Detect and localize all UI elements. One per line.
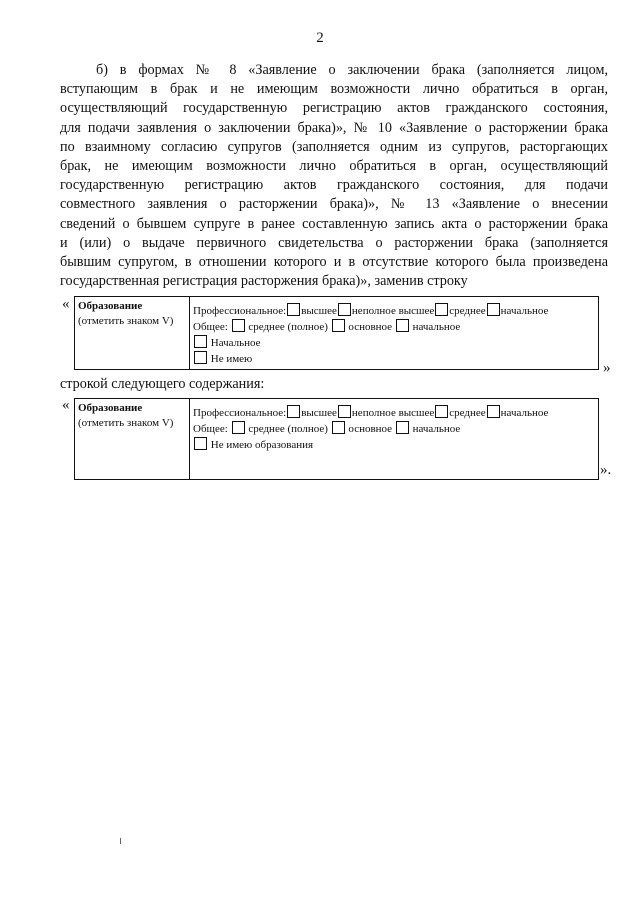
education-label-cell xyxy=(75,297,190,370)
paragraph-line: сведений о бывшем супруге в ранее составленную запись акта о расторжении брака xyxy=(60,215,608,232)
option-label: начальное xyxy=(500,407,549,419)
old-education-row xyxy=(74,296,599,370)
paragraph-line: по взаимному согласию супругов (заполняется одним из супругов, расторгающих xyxy=(60,138,608,155)
option-label: Не имею образования xyxy=(210,439,314,451)
option-label: неполное высшее xyxy=(351,407,435,419)
checkbox-higher[interactable] xyxy=(287,303,300,316)
paragraph-line: б) в формах № 8 «Заявление о заключении брака (заполняется лицом, xyxy=(96,62,608,78)
close-quote: » xyxy=(603,360,611,376)
general-line xyxy=(193,319,595,335)
new-education-row xyxy=(74,398,599,480)
option-label: среднее (полное) xyxy=(248,321,328,333)
checkbox-no-education[interactable] xyxy=(194,437,207,450)
option-label: начальное xyxy=(412,423,461,435)
checkbox-none[interactable] xyxy=(194,351,207,364)
paragraph-line: государственную регистрацию актов гражданского состояния, для подачи xyxy=(60,177,608,194)
general-line xyxy=(193,421,595,437)
option-label: Начальное xyxy=(210,337,261,349)
extra-option-line xyxy=(193,351,595,367)
following-text: строкой следующего содержания: xyxy=(60,376,265,392)
professional-label: Профессиональное: xyxy=(193,305,287,317)
option-label: среднее xyxy=(449,305,486,317)
paragraph-line: брак, не имеющим возможности лично обратиться в орган, осуществляющий xyxy=(60,158,608,175)
open-quote: « xyxy=(62,397,70,413)
checkbox-higher[interactable] xyxy=(287,405,300,418)
option-label: среднее (полное) xyxy=(248,423,328,435)
amendment-paragraph xyxy=(60,61,608,291)
education-options-cell xyxy=(190,297,599,370)
checkbox-general-basic[interactable] xyxy=(332,421,345,434)
professional-line xyxy=(193,303,595,319)
education-hint: (отметить знаком V) xyxy=(78,315,174,327)
checkbox-secondary[interactable] xyxy=(435,303,448,316)
paragraph-line: осуществляющий государственную регистрацию актов гражданского состояния, xyxy=(60,100,608,117)
paragraph-line: государственная регистрация расторжения брака)», заменив строку xyxy=(60,273,468,290)
general-label: Общее: xyxy=(193,321,228,333)
education-options-cell xyxy=(190,399,599,480)
page-number: 2 xyxy=(316,30,324,46)
education-label-cell xyxy=(75,399,190,480)
checkbox-general-primary[interactable] xyxy=(396,421,409,434)
education-hint: (отметить знаком V) xyxy=(78,417,174,429)
close-quote-period: ». xyxy=(600,462,612,478)
checkbox-general-complete[interactable] xyxy=(232,319,245,332)
checkbox-primary[interactable] xyxy=(487,405,500,418)
paragraph-line: совместного заявления о расторжении брака)», № 13 «Заявление о внесении xyxy=(60,196,608,213)
option-label: начальное xyxy=(412,321,461,333)
paragraph-line: и (или) о выдаче первичного свидетельства о расторжении брака (заполняется xyxy=(60,234,608,251)
option-label: Не имею xyxy=(210,353,253,365)
checkbox-incomplete-higher[interactable] xyxy=(338,405,351,418)
checkbox-incomplete-higher[interactable] xyxy=(338,303,351,316)
option-label: высшее xyxy=(301,305,337,317)
extra-option-line xyxy=(193,335,595,351)
education-title: Образование xyxy=(78,300,143,312)
general-label: Общее: xyxy=(193,423,228,435)
paragraph-line: вступающим в брак и не имеющим возможности лично обратиться в орган, xyxy=(60,81,608,98)
professional-line xyxy=(193,405,595,421)
option-label: неполное высшее xyxy=(351,305,435,317)
scan-mark xyxy=(120,838,121,844)
checkbox-secondary[interactable] xyxy=(435,405,448,418)
checkbox-general-complete[interactable] xyxy=(232,421,245,434)
checkbox-primary[interactable] xyxy=(487,303,500,316)
extra-option-line xyxy=(193,437,595,453)
paragraph-line: для подачи заявления о заключении брака)», № 10 «Заявление о расторжении брака xyxy=(60,119,608,136)
option-label: основное xyxy=(348,321,393,333)
option-label: высшее xyxy=(301,407,337,419)
option-label: среднее xyxy=(449,407,486,419)
checkbox-general-primary[interactable] xyxy=(396,319,409,332)
paragraph-line: бывшим супругом, в отношении которого и в отсутствие которого была произведена xyxy=(60,254,608,271)
option-label: начальное xyxy=(500,305,549,317)
professional-label: Профессиональное: xyxy=(193,407,287,419)
education-title: Образование xyxy=(78,402,143,414)
checkbox-initial[interactable] xyxy=(194,335,207,348)
option-label: основное xyxy=(348,423,393,435)
open-quote: « xyxy=(62,296,70,312)
checkbox-general-basic[interactable] xyxy=(332,319,345,332)
